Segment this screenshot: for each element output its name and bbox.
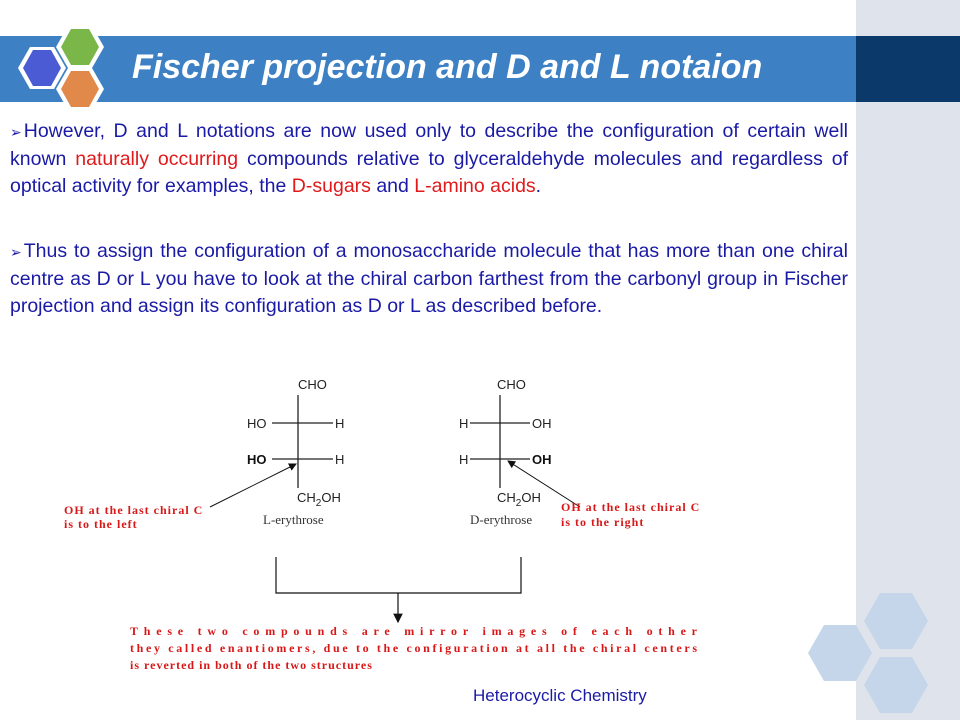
erythrose-diagram (0, 360, 856, 680)
arrow-bullet-icon: ➢ (10, 244, 22, 260)
conclusion-line3: is reverted in both of the two structures (130, 658, 373, 672)
paragraph-1-segment: D-sugars (291, 175, 371, 197)
paragraph-2-segment: Thus to assign the configuration of a monosaccharide molecule that has more than one chiral centre as D or L you have to look at the chiral carbon farthest from the carbonyl group in Fischer projection and assign its configuration as D or L as described before. (10, 240, 848, 317)
left-pointer-arrow (210, 464, 296, 507)
l-row1-left: HO (247, 416, 267, 431)
d-erythrose-fischer (459, 377, 552, 527)
hexagon-logo-icon (10, 20, 120, 120)
note-right-line2: is to the right (561, 515, 645, 529)
l-bottom-group: $CH_2OH$ (297, 490, 341, 509)
l-row1-right: H (335, 416, 345, 431)
d-row2-right: OH (532, 452, 552, 467)
paragraph-1-segment: naturally occurring (75, 148, 239, 170)
d-bottom-group: $CH_2OH$ (497, 490, 541, 509)
slide-title: Fischer projection and D and L notaion (132, 48, 763, 86)
paragraph-1-segment: However, D and L notations are now used only to describe the configuration of certain well known (10, 120, 848, 170)
conclusion-line2: they called enantiomers, due to the configuration at all the chiral centers (130, 641, 699, 655)
paragraph-1-segment: and (370, 175, 415, 197)
l-erythrose-fischer (247, 377, 344, 527)
paragraph-2 (10, 238, 848, 320)
bracket-connector (276, 557, 521, 593)
footer-course-name: Heterocyclic Chemistry (473, 686, 647, 705)
d-row1-left: H (459, 416, 469, 431)
hexagon-decoration-icon (800, 585, 960, 720)
l-row2-left: HO (247, 452, 267, 467)
title-bar-accent (856, 36, 960, 102)
conclusion-line1: These two compounds are mirror images of each other (130, 624, 698, 638)
l-row2-right: H (335, 452, 345, 467)
l-erythrose-label: L-erythrose (263, 512, 324, 527)
note-left-line1: OH at the last chiral C (64, 503, 204, 517)
note-right-line1: OH at the last chiral C (561, 500, 701, 514)
d-erythrose-label: D-erythrose (470, 512, 533, 527)
d-row2-left: H (459, 452, 469, 467)
paragraph-1-segment: L-amino acids (414, 175, 536, 197)
paragraph-1 (10, 118, 848, 200)
l-top-group: CHO (298, 377, 327, 392)
d-top-group: CHO (497, 377, 526, 392)
note-left-line2: is to the left (64, 517, 138, 531)
arrow-bullet-icon: ➢ (10, 124, 22, 140)
paragraph-1-segment: . (535, 175, 542, 197)
paragraph-1-segment: compounds relative to glyceraldehyde molecules and regardless of optical activity for examples, the (10, 148, 848, 197)
d-row1-right: OH (532, 416, 552, 431)
